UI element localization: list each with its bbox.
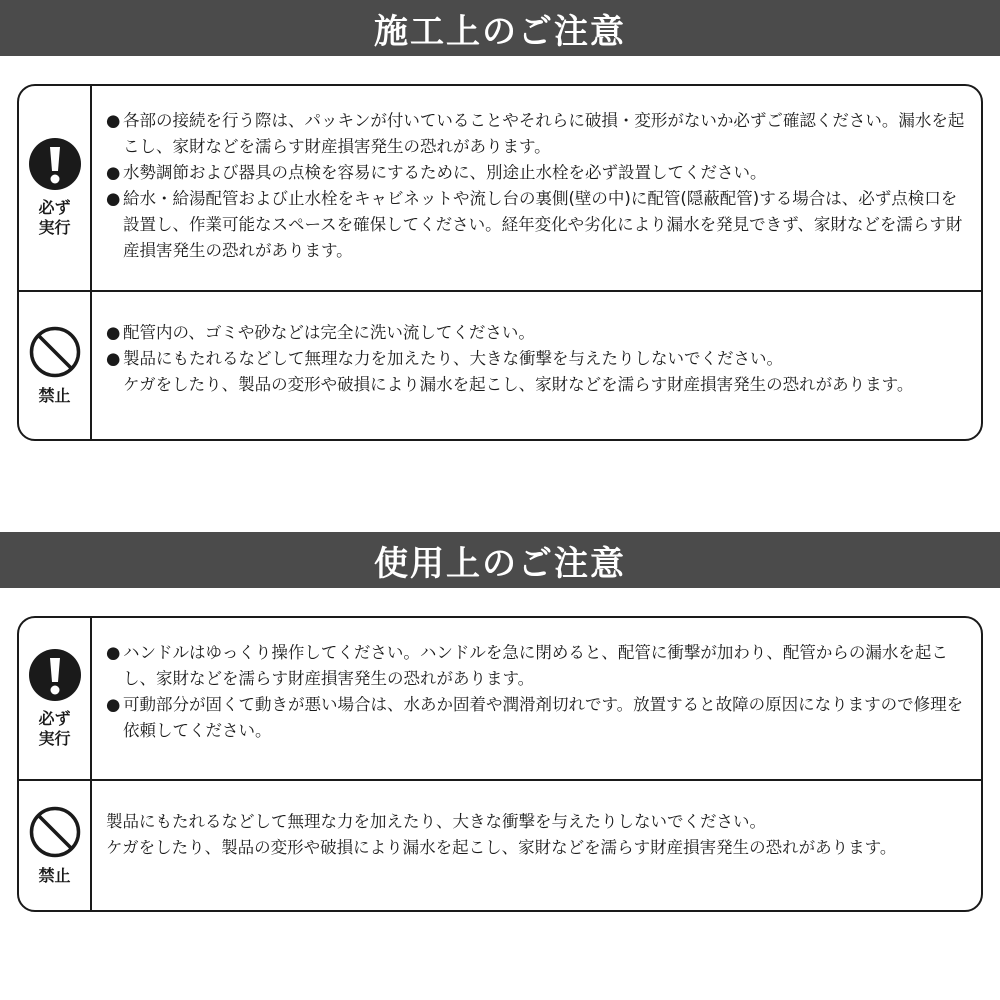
must-do-icon-column xyxy=(19,86,92,290)
prohibited-icon-column xyxy=(19,781,92,910)
section-title-usage xyxy=(0,532,1000,588)
bullet: ● xyxy=(106,323,121,342)
prohibited-text xyxy=(92,781,981,910)
must-do-row xyxy=(19,86,981,290)
prohibited-row xyxy=(19,290,981,439)
exclamation-circle-icon xyxy=(29,138,81,190)
caution-line: ケガをしたり、製品の変形や破損により漏水を起こし、家財などを濡らす財産損害発生の恐れがあります。 xyxy=(106,838,897,857)
prohibited-label: 禁止 xyxy=(38,385,71,405)
caution-item: ● 製品にもたれるなどして無理な力を加えたり、大きな衝撃を与えたりしないでください。 xyxy=(106,346,971,372)
must-do-text xyxy=(92,618,981,779)
section-title-construction xyxy=(0,0,1000,56)
usage-cautions-panel xyxy=(17,616,983,912)
caution-item: ● 配管内の、ゴミや砂などは完全に洗い流してください。 xyxy=(106,320,971,346)
section-title-text: 使用上のご注意 xyxy=(374,543,626,584)
caution-continuation: ケガをしたり、製品の変形や破損により漏水を起こし、家財などを濡らす財産損害発生の恐れがあります。 xyxy=(123,375,914,394)
caution-item: ● 可動部分が固くて動きが悪い場合は、水あか固着や潤滑剤切れです。放置すると故障の原因になりますので修理を依頼してください。 xyxy=(106,692,971,744)
section-title-text: 施工上のご注意 xyxy=(374,11,626,52)
caution-item: ● 水勢調節および器具の点検を容易にするために、別途止水栓を必ず設置してください。 xyxy=(106,160,971,186)
caution-item: ● 各部の接続を行う際は、パッキンが付いていることやそれらに破損・変形がないか必ずご確認ください。漏水を起こし、家財などを濡らす財産損害発生の恐れがあります。 xyxy=(106,108,971,160)
bullet: ● xyxy=(106,189,121,208)
prohibited-label: 禁止 xyxy=(38,865,71,885)
must-do-icon-column xyxy=(19,618,92,779)
bullet: ● xyxy=(106,163,121,182)
prohibition-icon xyxy=(29,806,81,858)
caution-line: 製品にもたれるなどして無理な力を加えたり、大きな衝撃を与えたりしないでください。 xyxy=(106,812,766,831)
prohibited-row xyxy=(19,779,981,910)
must-do-label: 必ず 実行 xyxy=(38,198,71,237)
exclamation-circle-icon xyxy=(29,649,81,701)
must-do-label: 必ず 実行 xyxy=(38,708,71,748)
bullet: ● xyxy=(106,643,121,662)
caution-item: ● 給水・給湯配管および止水栓をキャビネットや流し台の裏側(壁の中)に配管(隠蔽配管)する場合は、必ず点検口を設置し、作業可能なスペースを確保してください。経年変化や劣化により漏水を発見できず、家財などを濡らす財産損害発生の恐れがあります。 xyxy=(106,186,971,264)
bullet: ● xyxy=(106,349,121,368)
prohibited-icon-column xyxy=(19,292,92,439)
prohibited-text xyxy=(92,292,981,439)
bullet: ● xyxy=(106,695,121,714)
must-do-row xyxy=(19,618,981,779)
bullet: ● xyxy=(106,111,121,130)
construction-cautions-panel xyxy=(17,84,983,441)
caution-item: ● ハンドルはゆっくり操作してください。ハンドルを急に閉めると、配管に衝撃が加わり、配管からの漏水を起こし、家財などを濡らす財産損害発生の恐れがあります。 xyxy=(106,640,971,692)
must-do-text xyxy=(92,86,981,290)
prohibition-icon xyxy=(29,326,81,378)
